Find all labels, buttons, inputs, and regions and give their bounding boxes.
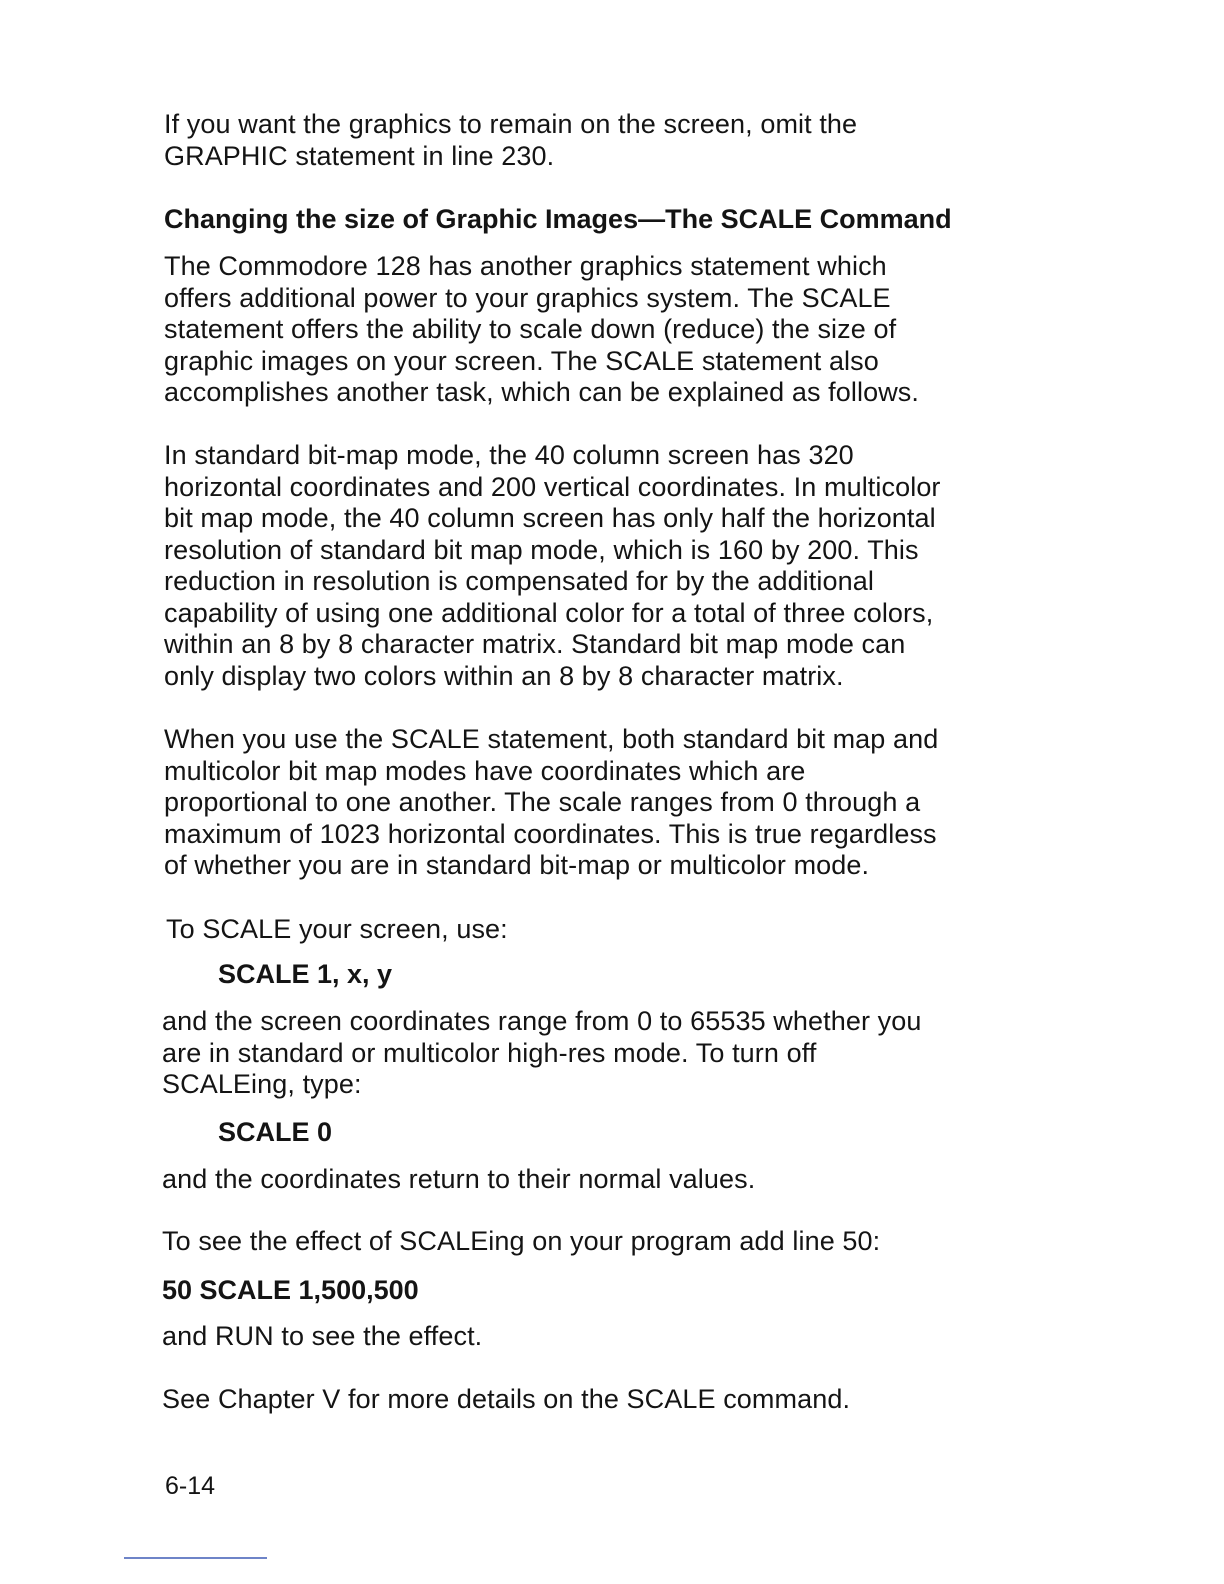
text-line: within an 8 by 8 character matrix. Standard bit map mode can [164,629,906,659]
paragraph-scale-coordinates [164,724,1004,882]
text-line: If you want the graphics to remain on the screen, omit the [164,109,858,139]
text-line: resolution of standard bit map mode, which is 160 by 200. This [164,534,919,565]
text-line: graphic images on your screen. The SCALE statement also [164,345,879,376]
page-number: 6-14 [165,1472,216,1500]
code-scale-off: SCALE 0 [218,1117,333,1147]
text-line: accomplishes another task, which can be explained as follows. [164,377,920,407]
paragraph-normal-values: and the coordinates return to their normal values. [162,1164,756,1194]
text-line: When you use the SCALE statement, both standard bit map and [164,724,939,754]
text-line: are in standard or multicolor high-res mode. To turn off [162,1037,817,1068]
text-line: multicolor bit map modes have coordinates which are [164,755,806,786]
text-line: bit map mode, the 40 column screen has only half the horizontal [164,503,936,533]
text-line: GRAPHIC statement in line 230. [164,140,555,171]
code-line-50: 50 SCALE 1,500,500 [162,1275,419,1305]
text-line: horizontal coordinates and 200 vertical coordinates. In multicolor [164,471,941,502]
paragraph-bitmap-modes [164,440,1004,692]
intro-paragraph [164,109,1004,172]
paragraph-scale-range [162,1006,1002,1101]
text-line: statement offers the ability to scale down (reduce) the size of [164,314,897,344]
paragraph-scale-overview [164,251,1004,409]
text-line: only display two colors within an 8 by 8 character matrix. [164,660,844,691]
code-scale-on: SCALE 1, x, y [218,959,393,989]
text-line: The Commodore 128 has another graphics statement which [164,251,887,281]
bottom-rule [124,1557,267,1559]
text-line: offers additional power to your graphics system. The SCALE [164,282,891,313]
section-heading: Changing the size of Graphic Images—The SCALE Command [164,204,952,234]
text-line: and the screen coordinates range from 0 to 65535 whether you [162,1006,922,1036]
text-line: capability of using one additional color for a total of three colors, [164,597,934,628]
paragraph-see-chapter: See Chapter V for more details on the SCALE command. [162,1384,851,1414]
text-line: proportional to one another. The scale ranges from 0 through a [164,787,921,817]
paragraph-see-effect: To see the effect of SCALEing on your program add line 50: [162,1226,881,1256]
text-line: reduction in resolution is compensated for by the additional [164,566,874,596]
text-line: maximum of 1023 horizontal coordinates. This is true regardless [164,818,937,849]
paragraph-run: and RUN to see the effect. [162,1321,483,1351]
text-line: of whether you are in standard bit-map or multicolor mode. [164,850,870,880]
scale-usage-intro: To SCALE your screen, use: [166,914,508,944]
text-line: SCALEing, type: [162,1069,362,1099]
text-line: In standard bit-map mode, the 40 column screen has 320 [164,440,854,470]
